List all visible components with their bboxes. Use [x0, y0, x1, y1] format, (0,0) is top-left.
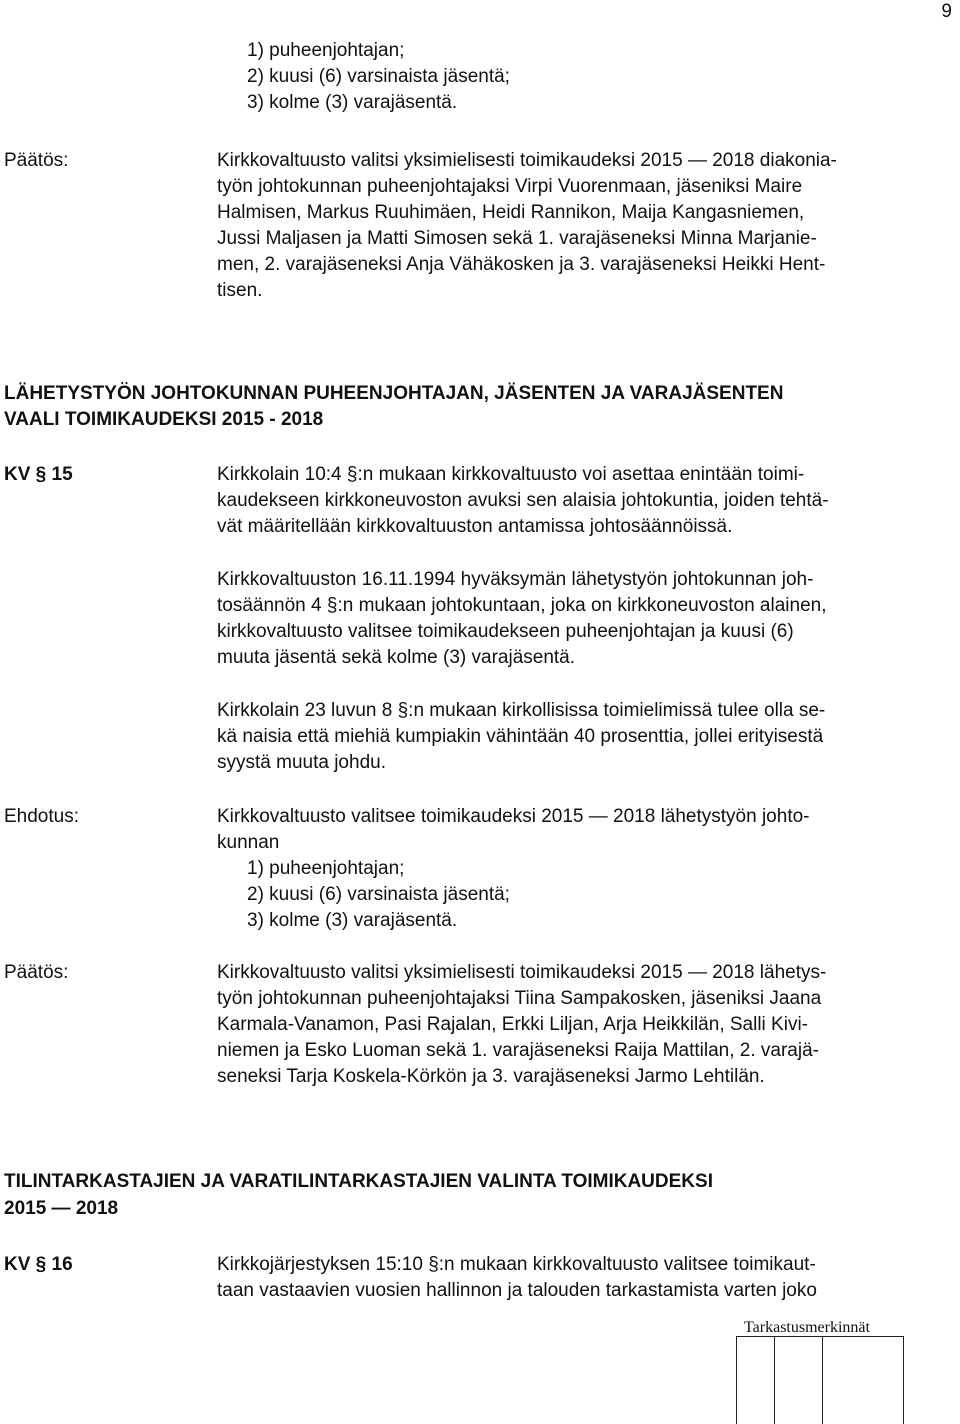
proposal-text-line: kunnan: [217, 832, 280, 853]
decision-text-line: men, 2. varajäseneksi Anja Vähäkosken ja 3. varajäseneksi Heikki Hent-: [217, 254, 826, 275]
paragraph-line: Kirkkojärjestyksen 15:10 §:n mukaan kirkkovaltuusto valitsee toimikaut-: [217, 1254, 816, 1275]
section-heading: VAALI TOIMIKAUDEKSI 2015 - 2018: [4, 409, 324, 430]
paragraph-line: Kirkkolain 23 luvun 8 §:n mukaan kirkollisissa toimielimissä tulee olla se-: [217, 700, 826, 721]
paragraph-line: muuta jäsentä sekä kolme (3) varajäsentä.: [217, 647, 576, 668]
proposal-text-line: Kirkkovaltuusto valitsee toimikaudeksi 2015 — 2018 lähetystyön johto-: [217, 806, 810, 827]
paragraph-line: kaudekseen kirkkoneuvoston avuksi sen alaisia johtokuntia, joiden tehtä-: [217, 490, 829, 511]
paragraph-line: Kirkkovaltuuston 16.11.1994 hyväksymän lähetystyön johtokunnan joh-: [217, 569, 814, 590]
decision-label: Päätös:: [4, 150, 69, 171]
top-list-item: 3) kolme (3) varajäsentä.: [247, 92, 458, 113]
decision-text-line: työn johtokunnan puheenjohtajaksi Tiina Sampakosken, jäseniksi Jaana: [217, 988, 822, 1009]
paragraph-line: vät määritellään kirkkovaltuuston antamissa johtosäännöissä.: [217, 516, 733, 537]
top-list-item: 1) puheenjohtajan;: [247, 40, 405, 61]
paragraph-line: Kirkkolain 10:4 §:n mukaan kirkkovaltuusto voi asettaa enintään toimi-: [217, 464, 805, 485]
kv-label: KV § 15: [4, 464, 73, 485]
paragraph-line: taan vastaavien vuosien hallinnon ja talouden tarkastamista varten joko: [217, 1280, 817, 1301]
top-list-item: 2) kuusi (6) varsinaista jäsentä;: [247, 66, 510, 87]
decision-text-line: seneksi Tarja Koskela-Körkön ja 3. varajäseneksi Jarmo Lehtilän.: [217, 1066, 765, 1087]
paragraph-line: kä naisia että miehiä kumpiakin vähintään 40 prosenttia, jollei erityisestä: [217, 726, 824, 747]
proposal-list-item: 3) kolme (3) varajäsentä.: [247, 910, 458, 931]
proposal-list-item: 1) puheenjohtajan;: [247, 858, 405, 879]
decision-text-line: Karmala-Vanamon, Pasi Rajalan, Erkki Liljan, Arja Heikkilän, Salli Kivi-: [217, 1014, 808, 1035]
stamp-divider: [822, 1337, 823, 1424]
decision-text-line: niemen ja Esko Luoman sekä 1. varajäseneksi Raija Mattilan, 2. varajä-: [217, 1040, 819, 1061]
page-number: 9: [941, 1, 952, 22]
section-heading: LÄHETYSTYÖN JOHTOKUNNAN PUHEENJOHTAJAN, JÄSENTEN JA VARAJÄSENTEN: [4, 383, 784, 404]
decision-text-line: tisen.: [217, 280, 263, 301]
paragraph-line: syystä muuta johdu.: [217, 752, 386, 773]
proposal-label: Ehdotus:: [4, 806, 79, 827]
decision-label: Päätös:: [4, 962, 69, 983]
decision-text-line: Jussi Maljasen ja Matti Simosen sekä 1. varajäseneksi Minna Marjanie-: [217, 228, 817, 249]
section-heading: 2015 — 2018: [4, 1198, 119, 1219]
decision-text-line: työn johtokunnan puheenjohtajaksi Virpi Vuorenmaan, jäseniksi Maire: [217, 176, 803, 197]
paragraph-line: tosäännön 4 §:n mukaan johtokuntaan, joka on kirkkoneuvoston alainen,: [217, 595, 827, 616]
decision-text-line: Kirkkovaltuusto valitsi yksimielisesti toimikaudeksi 2015 — 2018 diakonia-: [217, 150, 837, 171]
kv-label: KV § 16: [4, 1254, 73, 1275]
stamp-box: [736, 1336, 904, 1424]
paragraph-line: kirkkovaltuusto valitsee toimikaudekseen puheenjohtajan ja kuusi (6): [217, 621, 794, 642]
stamp-divider: [774, 1337, 775, 1424]
decision-text-line: Kirkkovaltuusto valitsi yksimielisesti toimikaudeksi 2015 — 2018 lähetys-: [217, 962, 827, 983]
stamp-label: Tarkastusmerkinnät: [744, 1319, 870, 1336]
decision-text-line: Halmisen, Markus Ruuhimäen, Heidi Rannikon, Maija Kangasniemen,: [217, 202, 805, 223]
proposal-list-item: 2) kuusi (6) varsinaista jäsentä;: [247, 884, 510, 905]
section-heading: TILINTARKASTAJIEN JA VARATILINTARKASTAJIEN VALINTA TOIMIKAUDEKSI: [4, 1171, 713, 1192]
